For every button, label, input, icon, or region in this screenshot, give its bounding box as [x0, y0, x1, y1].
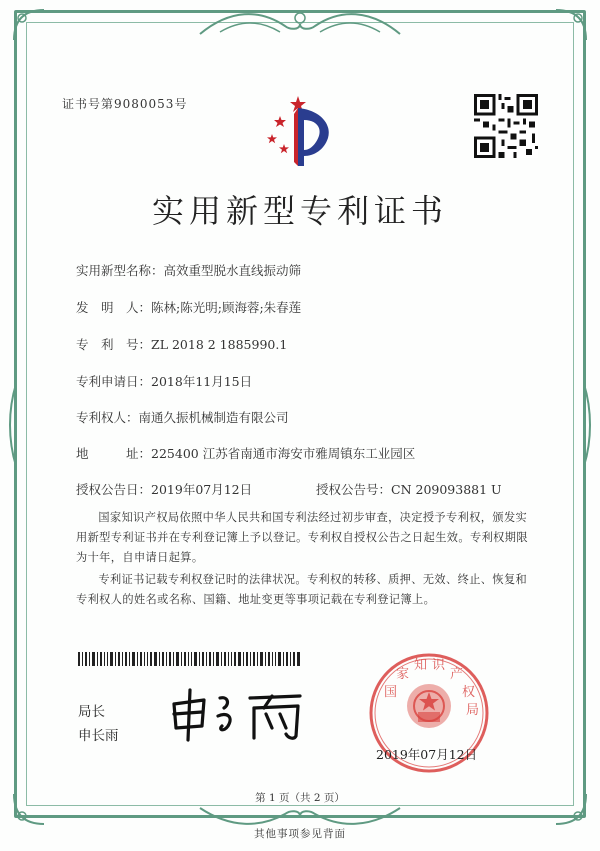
field-value: ZL 2018 2 1885990.1	[151, 337, 288, 352]
page-number: 第 1 页（共 2 页）	[255, 792, 345, 804]
field-label: 实用新型名称：	[76, 263, 164, 278]
field-label: 专利申请日：	[76, 374, 152, 389]
right-ornament	[574, 380, 594, 470]
svg-text:知: 知	[414, 658, 428, 673]
page-title: 实用新型专利证书	[151, 192, 448, 230]
field-value: CN 209093881 U	[391, 482, 502, 497]
field-label: 地 址：	[76, 446, 152, 461]
field-address	[76, 444, 415, 462]
field-value: 2018年11月15日	[151, 374, 253, 389]
barcode-icon	[78, 652, 300, 666]
corner-ornament-tl	[8, 4, 48, 44]
legal-status-statement: 专利证书记载专利权登记时的法律状况。专利权的转移、质押、无效、终止、恢复和专利权人的姓名或名称、国籍、地址变更等事项记载在专利登记簿上。	[76, 573, 528, 606]
signer-title: 局长	[78, 704, 105, 720]
qr-code-icon	[474, 94, 538, 158]
field-label: 专利权人：	[76, 410, 139, 425]
signer-name: 申长雨	[78, 728, 119, 744]
svg-text:产: 产	[450, 667, 464, 682]
field-patentee	[76, 408, 289, 426]
field-utility-name	[76, 261, 301, 279]
field-value: 陈林;陈光明;顾海蓉;朱春莲	[151, 300, 302, 315]
svg-text:识: 识	[432, 658, 446, 673]
field-label: 发 明 人：	[76, 300, 152, 315]
field-application-date	[76, 372, 252, 390]
field-value: 225400 江苏省南通市海安市雅周镇东工业园区	[151, 446, 416, 461]
patent-office-logo-icon	[258, 90, 338, 170]
field-grant-number	[316, 480, 502, 498]
field-inventor	[76, 298, 301, 316]
svg-text:家: 家	[396, 667, 410, 682]
certificate-number: 证书号第9080053号	[62, 97, 188, 111]
signature-icon	[168, 686, 308, 742]
left-ornament	[6, 380, 26, 470]
field-label: 授权公告号：	[316, 482, 392, 497]
field-value: 高效重型脱水直线振动筛	[163, 263, 302, 278]
field-label: 授权公告日：	[76, 482, 152, 497]
corner-ornament-tr	[552, 4, 592, 44]
field-label: 专 利 号：	[76, 337, 152, 352]
svg-text:权: 权	[462, 685, 476, 700]
grant-statement: 国家知识产权局依照中华人民共和国专利法经过初步审查，决定授予专利权，颁发实用新型专利证书并在专利登记簿上予以登记。专利权自授权公告之日起生效。专利权期限为十年，自申请日起算。	[76, 511, 528, 564]
field-value: 南通久振机械制造有限公司	[138, 410, 289, 425]
issue-date: 2019年07月12日	[376, 747, 478, 762]
top-ornament	[190, 4, 410, 46]
field-value: 2019年07月12日	[151, 482, 253, 497]
footer-note: 其他事项参见背面	[254, 828, 346, 840]
field-grant-date	[76, 480, 252, 498]
field-patent-number	[76, 335, 287, 353]
svg-text:国: 国	[384, 685, 398, 700]
svg-text:局: 局	[466, 703, 480, 718]
